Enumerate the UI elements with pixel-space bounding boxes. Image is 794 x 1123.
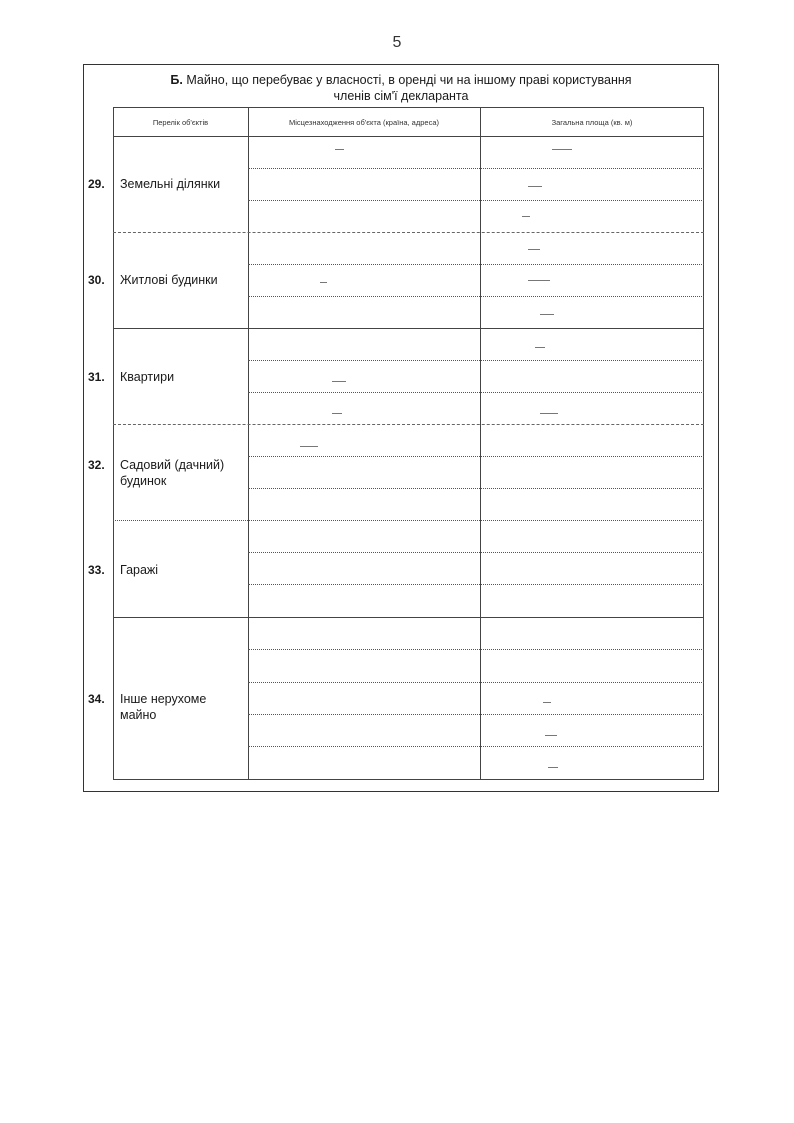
row33-bottom [113,617,704,618]
property-table [113,107,704,780]
row34-subline-3 [248,714,704,715]
row33-subline-1 [248,552,704,553]
section-title-line2: членів сім'ї декларанта [333,89,469,103]
row-label-other-property: Інше нерухоме майно [120,692,207,722]
dash-mark [540,314,554,315]
row31-subline-2 [248,392,704,393]
dash-mark [332,413,342,414]
row-label-garden-house: Садовий (дачний) будинок [120,458,225,488]
section-title-line1: Майно, що перебуває у власності, в оренді чи на іншому праві користування [186,73,632,87]
header-divider [113,136,704,137]
dash-mark [535,347,545,348]
row34-subline-4 [248,746,704,747]
dash-mark [300,446,318,447]
col-divider-2 [480,107,481,780]
dash-mark [552,149,572,150]
row30-subline-1 [248,264,704,265]
dash-mark [543,702,551,703]
row33-subline-2 [248,584,704,585]
row-label-apartments: Квартири [120,370,175,384]
row-label-garages: Гаражі [120,563,159,577]
dash-mark [548,767,558,768]
row29-subline-1 [248,168,704,169]
row32-bottom [113,520,704,521]
row-number-32: 32. [88,458,105,472]
row31-bottom [113,424,704,425]
row-number-31: 31. [88,370,105,384]
dash-mark [320,282,327,283]
section-title [83,72,719,104]
row-number-30: 30. [88,273,105,287]
header-area: Загальна площа (кв. м) [551,117,633,127]
dash-mark [540,413,558,414]
row-number-29: 29. [88,177,105,191]
page-number: 5 [392,34,402,51]
section-letter: Б. [170,73,183,87]
row30-subline-2 [248,296,704,297]
header-location: Місцезнаходження об'єкта (країна, адреса) [289,117,439,127]
row31-subline-1 [248,360,704,361]
col-divider-1 [248,107,249,780]
dash-mark [335,149,344,150]
row-number-33: 33. [88,563,105,577]
dash-mark [528,249,540,250]
dash-mark [528,186,542,187]
row29-bottom [113,232,704,233]
dash-mark [522,216,530,217]
header-object-list: Перелік об'єктів [152,117,209,127]
row-number-34: 34. [88,692,105,706]
row-label-land: Земельні ділянки [120,177,221,191]
row29-subline-2 [248,200,704,201]
dash-mark [545,735,557,736]
row30-bottom [113,328,704,329]
row-label-houses: Житлові будинки [120,273,218,287]
row34-subline-2 [248,682,704,683]
row34-subline-1 [248,649,704,650]
row32-subline-2 [248,488,704,489]
dash-mark [528,280,550,281]
dash-mark [332,381,346,382]
row32-subline-1 [248,456,704,457]
